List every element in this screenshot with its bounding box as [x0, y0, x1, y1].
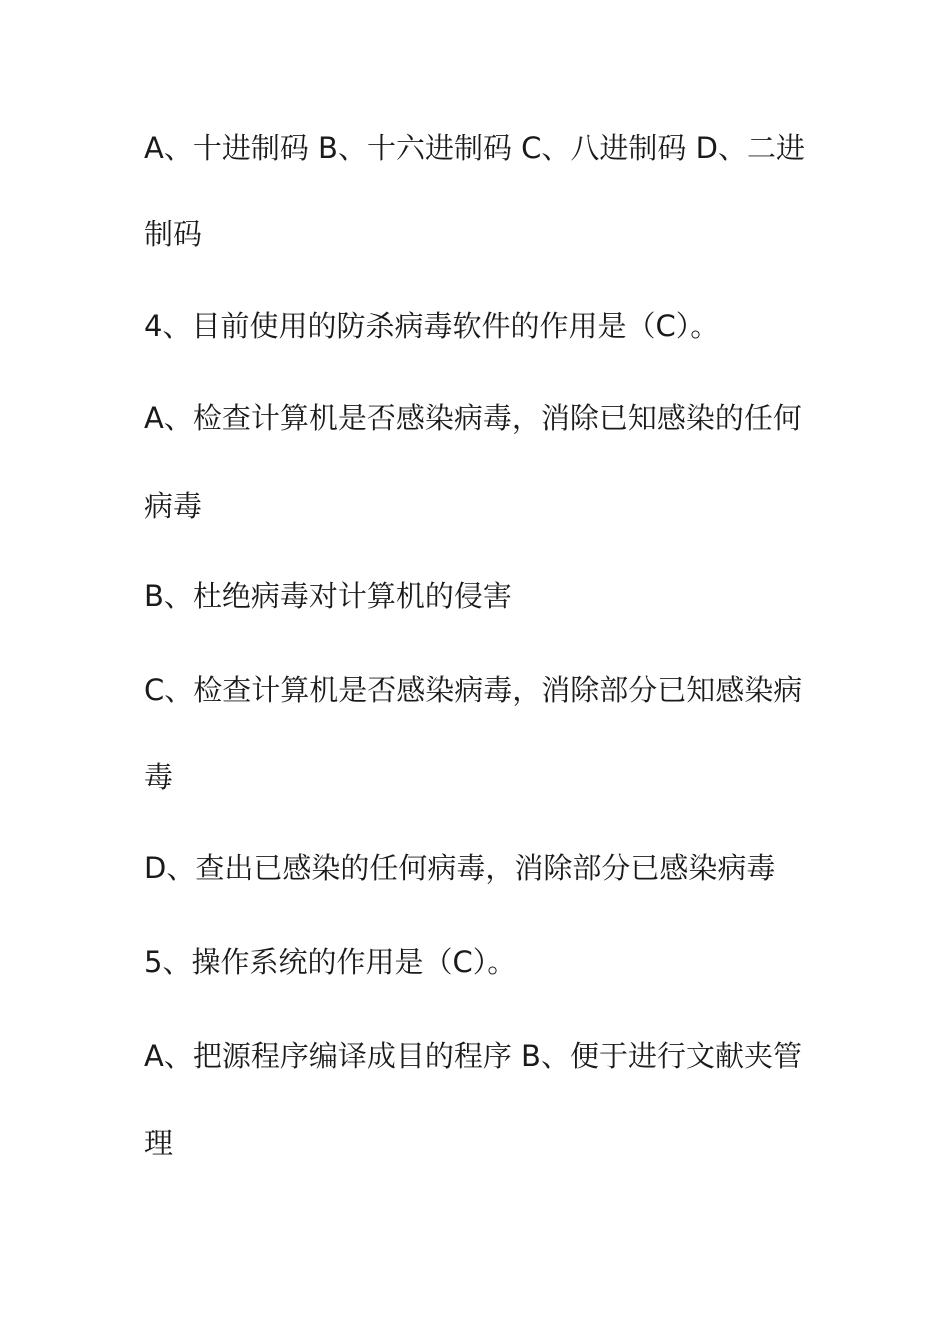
- q4-option-a: A、检查计算机是否感染病毒，消除已知感染的任何: [144, 401, 802, 435]
- q5-option-b-wrap: 理: [144, 1126, 174, 1160]
- option-line-q3-continued: A、十进制码 B、十六进制码 C、八进制码 D、二进: [144, 131, 805, 165]
- q4-option-c-wrap: 毒: [144, 760, 174, 794]
- q4-option-b: B、杜绝病毒对计算机的侵害: [144, 579, 512, 613]
- q5-options-a-b: A、把源程序编译成目的程序 B、便于进行文献夹管: [144, 1039, 802, 1073]
- q4-option-d: D、查出已感染的任何病毒，消除部分已感染病毒: [144, 851, 776, 885]
- q4-option-c: C、检查计算机是否感染病毒，消除部分已知感染病: [144, 673, 803, 707]
- question-4: 4、目前使用的防杀病毒软件的作用是（C）。: [144, 309, 720, 343]
- option-line-q3-wrap: 制码: [144, 217, 203, 251]
- q4-option-a-wrap: 病毒: [144, 489, 203, 523]
- question-5: 5、操作系统的作用是（C）。: [144, 945, 517, 979]
